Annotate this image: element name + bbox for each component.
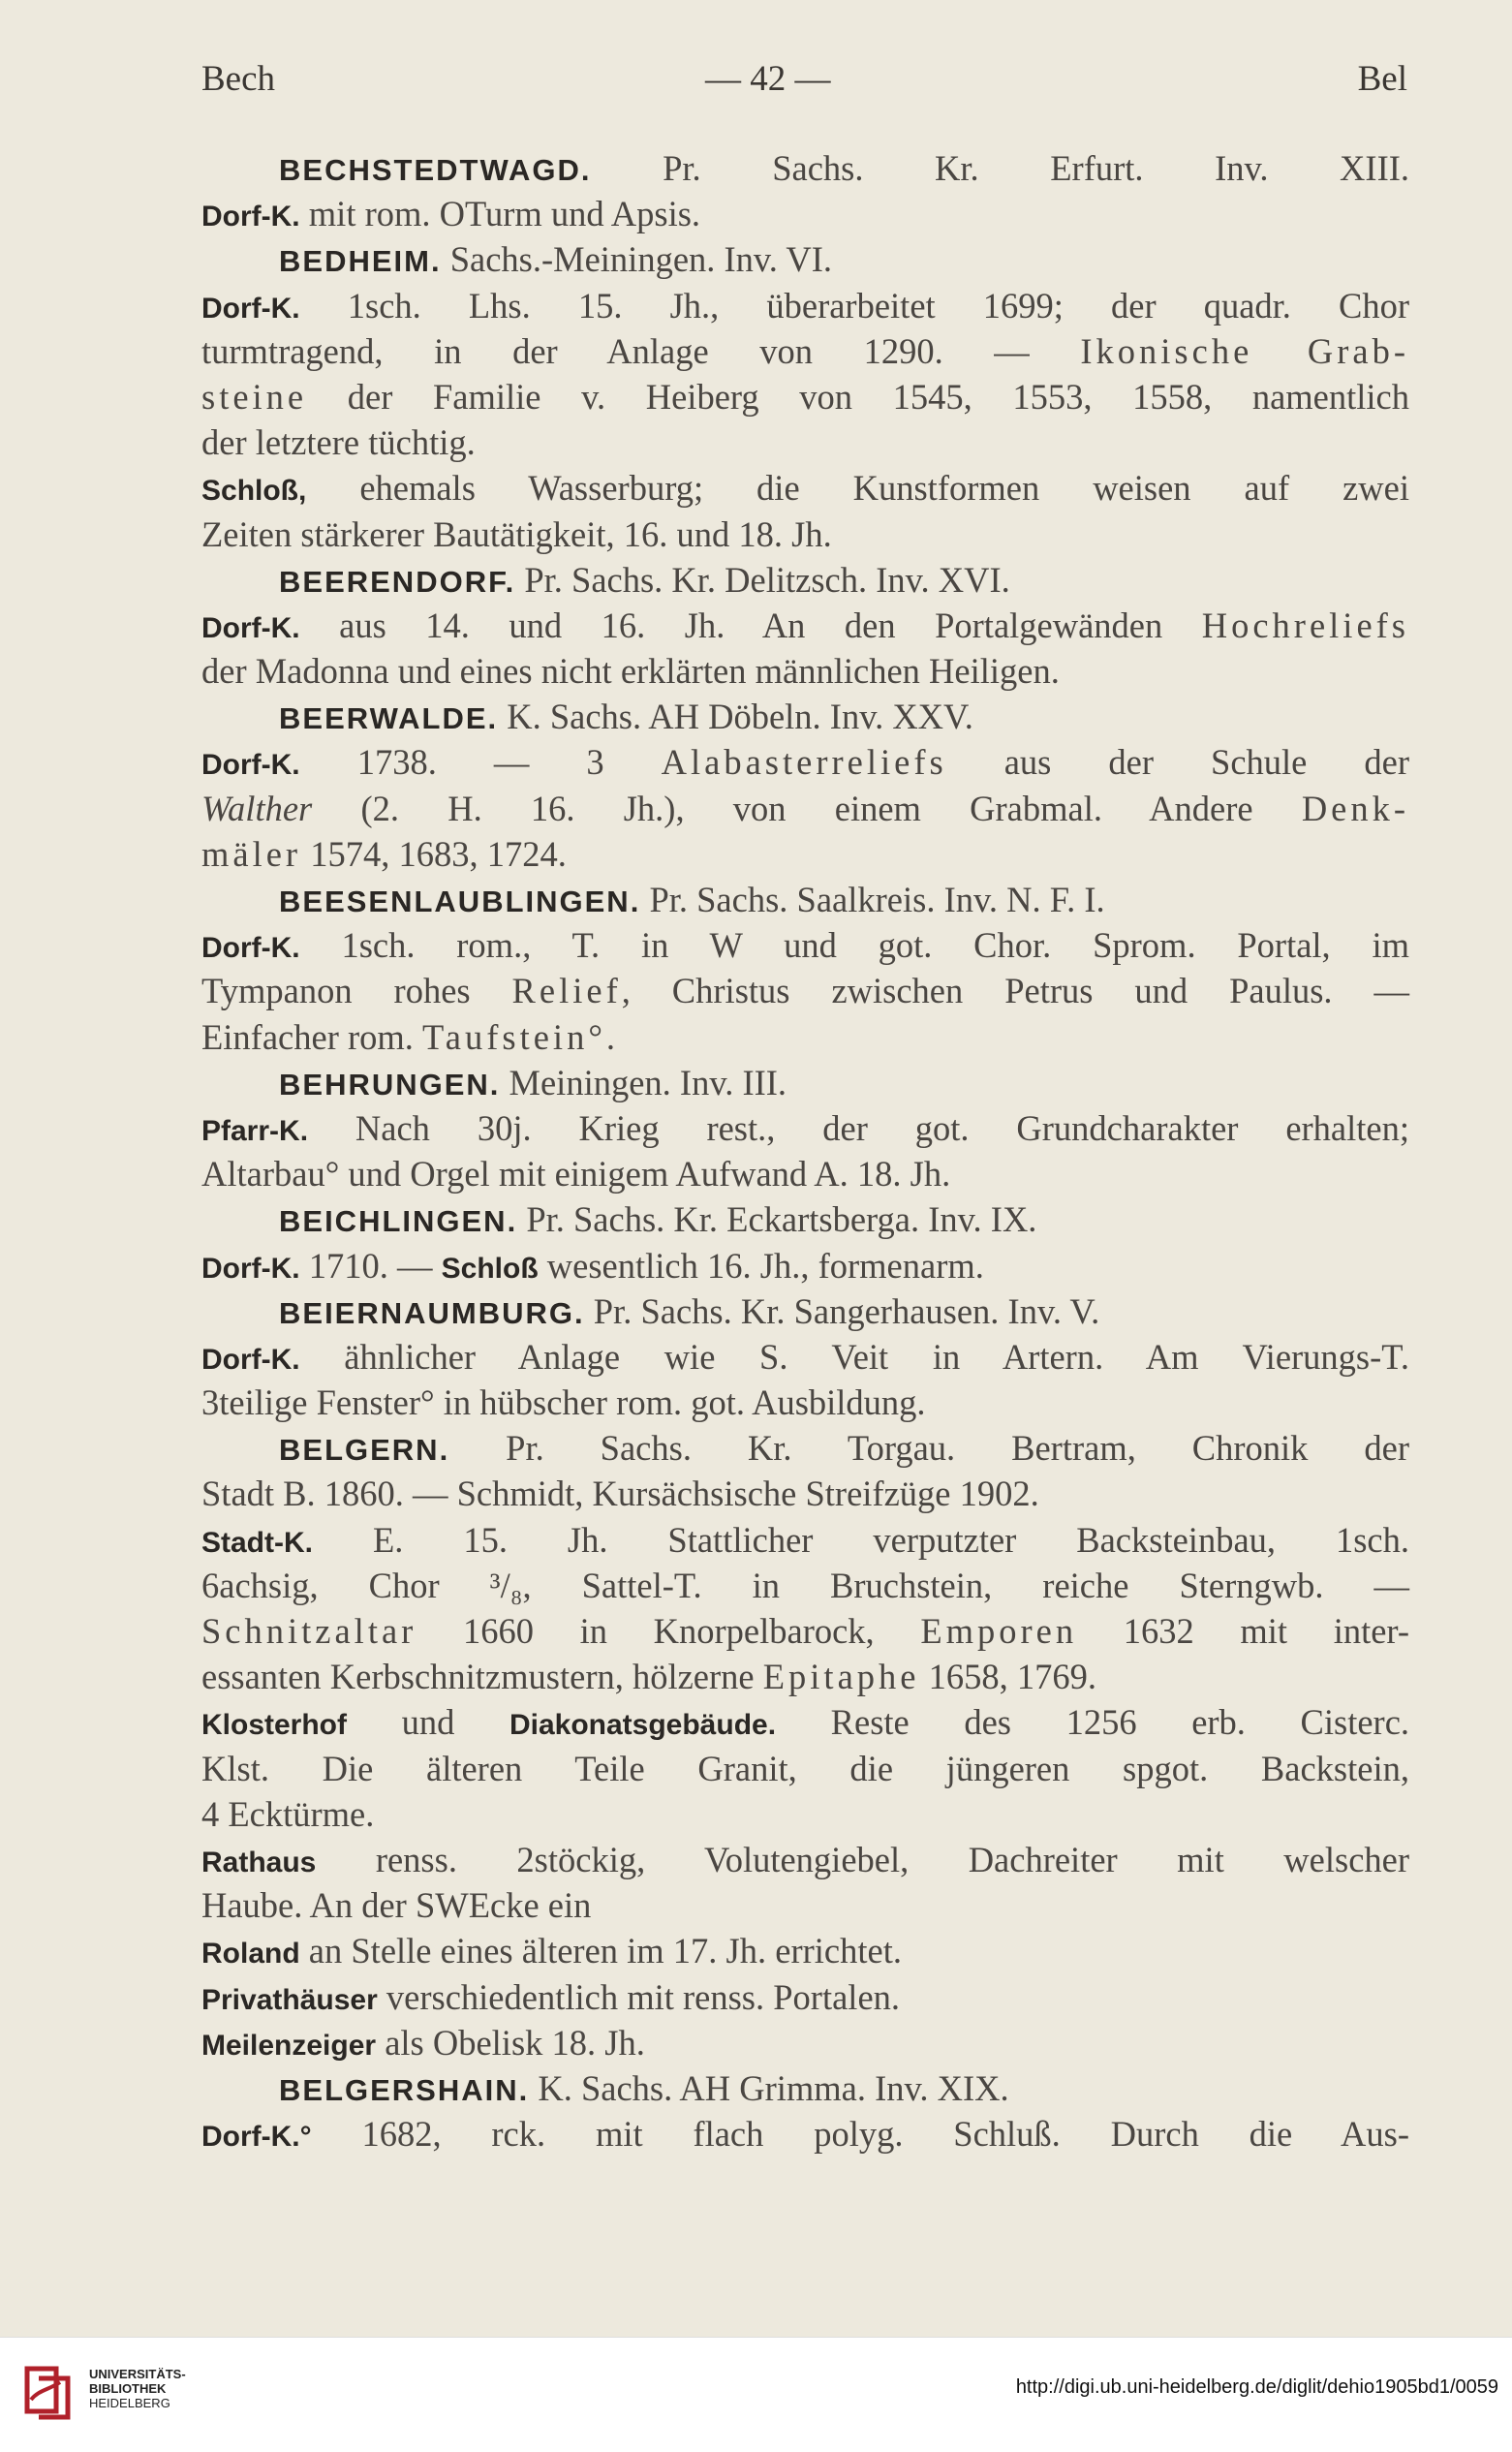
entry-label: Meilenzeiger <box>201 2029 377 2062</box>
place-name: BELGERSHAIN. <box>279 2072 530 2107</box>
text-line <box>201 374 1409 419</box>
line-text: 1sch. Lhs. 15. Jh., überarbeitet 1699; der quadr. Chor <box>347 285 1410 326</box>
line-text: K. Sachs. AH Döbeln. Inv. XXV. <box>507 697 973 737</box>
spaced-text: Denk- <box>1301 788 1410 828</box>
entry-label: Pfarr-K. <box>201 1114 309 1147</box>
text-line <box>201 328 1409 374</box>
place-name: BEIERNAUMBURG. <box>279 1295 585 1330</box>
entry-label: Dorf-K.° <box>201 2121 312 2154</box>
line-text: 1738. — 3 <box>356 742 604 783</box>
line-text: (2. H. 16. Jh.), von einem Grabmal. Andere <box>360 788 1253 828</box>
library-logo-icon <box>17 2361 77 2421</box>
text-line <box>201 465 1409 511</box>
text-line <box>201 694 1409 739</box>
italic-name: Walther <box>201 788 313 828</box>
spaced-text: mäler <box>201 833 302 874</box>
entry-label: Roland <box>201 1938 300 1971</box>
text-line <box>201 1517 1409 1563</box>
spaced-text: Hochreliefs <box>1201 605 1410 645</box>
line-text: Meiningen. Inv. III. <box>509 1062 787 1102</box>
line-text: Pr. Sachs. Saalkreis. Inv. N. F. I. <box>649 880 1105 919</box>
text-line <box>201 1563 1409 1608</box>
place-name: BEESENLAUBLINGEN. <box>279 885 641 918</box>
line-text: K. Sachs. AH Grimma. Inv. XIX. <box>538 2067 1009 2108</box>
line-text: 1710. — <box>308 1245 433 1286</box>
library-name-line: BIBLIOTHEK <box>89 2381 167 2396</box>
spaced-text: steine <box>201 376 308 417</box>
line-text: Klst. Die älteren Teile Granit, die jüngeren spgot. Backstein, <box>201 1748 1409 1788</box>
text-line <box>201 877 1409 922</box>
text-line <box>201 1151 1409 1196</box>
spaced-text: Schnitzaltar <box>201 1611 417 1651</box>
source-url-link[interactable]: http://digi.ub.uni-heidelberg.de/diglit/dehio1905bd1/0059 <box>1015 2376 1498 2398</box>
line-text: verschiedentlich mit renss. Portalen. <box>386 1976 901 2017</box>
entry-label: Dorf-K. <box>201 201 300 233</box>
text-line <box>201 648 1409 694</box>
line-text: Pr. Sachs. Kr. Eckartsberga. Inv. IX. <box>526 1199 1037 1240</box>
entry-label: Klosterhof <box>201 1709 347 1742</box>
line-text: Zeiten stärkerer Bautätigkeit, 16. und 18. Jh. <box>201 513 832 554</box>
text-line <box>201 968 1409 1013</box>
entry-label: Dorf-K. <box>201 611 300 644</box>
place-name: BEERENDORF. <box>279 564 516 599</box>
line-text: wesentlich 16. Jh., formenarm. <box>546 1245 984 1286</box>
place-name: BEHRUNGEN. <box>279 1067 501 1102</box>
spaced-text: Alabasterreliefs <box>661 742 947 783</box>
place-name: BEICHLINGEN. <box>279 1204 518 1239</box>
line-text: der Familie v. Heiberg von 1545, 1553, 1558, namentlich <box>347 376 1410 417</box>
text-line <box>201 2065 1409 2111</box>
line-text: aus der Schule der <box>1003 742 1410 783</box>
line-text: Stadt B. 1860. — Schmidt, Kursächsische Streifzüge 1902. <box>201 1474 1039 1514</box>
text-line <box>201 145 1409 191</box>
text-line <box>201 236 1409 282</box>
entry-label: Schloß, <box>201 475 307 508</box>
text-line <box>201 557 1409 603</box>
line-text: 1658, 1769. <box>928 1657 1096 1697</box>
line-text: 3teilige Fenster° in hübscher rom. got. Ausbildung. <box>201 1382 926 1423</box>
entry-label: Dorf-K. <box>201 932 300 965</box>
line-text: essanten Kerbschnitzmustern, hölzerne <box>201 1657 755 1697</box>
viewer-footer <box>0 2337 1512 2452</box>
entry-label: Rathaus <box>201 1846 317 1878</box>
text-line <box>201 1608 1409 1654</box>
text-line <box>201 419 1409 465</box>
line-text: Sachs.-Meiningen. Inv. VI. <box>449 239 833 280</box>
text-line <box>201 1014 1409 1060</box>
line-text: 1632 mit inter- <box>1123 1611 1410 1651</box>
spaced-text: Relief <box>511 971 622 1011</box>
entry-label: Diakonatsgebäude. <box>509 1709 777 1742</box>
text-line <box>201 739 1409 785</box>
place-name: BELGERN. <box>279 1433 450 1468</box>
entry-label: Dorf-K. <box>201 292 300 325</box>
text-line <box>201 512 1409 557</box>
text-line <box>201 1746 1409 1791</box>
body-text <box>201 145 1409 2157</box>
text-line <box>201 603 1409 648</box>
text-line <box>201 922 1409 968</box>
text-line <box>201 191 1409 236</box>
text-line <box>201 1699 1409 1745</box>
line-text: 4 Ecktürme. <box>201 1793 375 1834</box>
running-head <box>201 58 1407 107</box>
line-text: Haube. An der SWEcke ein <box>201 1885 592 1926</box>
entry-label: Privathäuser <box>201 1983 378 2016</box>
text-line <box>201 1974 1409 2020</box>
line-text: und <box>401 1702 455 1743</box>
line-text: renss. 2stöckig, Volutengiebel, Dachreiter mit welscher <box>375 1839 1410 1879</box>
line-text: Pr. Sachs. Kr. Erfurt. Inv. XIII. <box>663 148 1410 188</box>
entry-label: Dorf-K. <box>201 749 300 782</box>
library-name-line: UNIVERSITÄTS- <box>89 2367 186 2381</box>
spaced-text: Ikonische Grab- <box>1080 330 1409 371</box>
place-name: BECHSTEDTWAGD. <box>279 153 592 187</box>
line-text: Altarbau° und Orgel mit einigem Aufwand A. 18. Jh. <box>201 1154 951 1195</box>
line-text: aus 14. und 16. Jh. An den Portalgewänden <box>339 605 1163 645</box>
entry-label: Dorf-K. <box>201 1252 300 1285</box>
line-text: 6achsig, Chor ³/₈, Sattel-T. in Bruchstein, reiche Sterngwb. — <box>201 1565 1409 1605</box>
line-text: 1sch. rom., T. in W und got. Chor. Sprom. Portal, im <box>341 925 1409 966</box>
line-text: Pr. Sachs. Kr. Delitzsch. Inv. XVI. <box>524 559 1010 600</box>
entry-label: Schloß <box>441 1252 539 1285</box>
text-line <box>201 1243 1409 1288</box>
running-head-left: Bech <box>201 59 276 99</box>
text-line <box>201 2020 1409 2065</box>
line-text: der Madonna und eines nicht erklärten männlichen Heiligen. <box>201 651 1060 692</box>
spaced-text: Taufstein°. <box>422 1016 620 1057</box>
line-text: der letztere tüchtig. <box>201 422 476 463</box>
line-text: Einfacher rom. <box>201 1016 414 1057</box>
library-name-line: HEIDELBERG <box>89 2396 170 2410</box>
text-line <box>201 831 1409 877</box>
line-text: 1682, rck. mit flach polyg. Schluß. Durch die Aus- <box>361 2114 1409 2155</box>
line-text: Nach 30j. Krieg rest., der got. Grundcharakter erhalten; <box>355 1107 1409 1148</box>
line-text: E. 15. Jh. Stattlicher verputzter Backsteinbau, 1sch. <box>372 1519 1409 1560</box>
line-text: , Christus zwischen Petrus und Paulus. — <box>621 971 1409 1011</box>
spaced-text: Epitaphe <box>762 1657 920 1697</box>
line-text: Pr. Sachs. Kr. Sangerhausen. Inv. V. <box>593 1290 1100 1331</box>
line-text: als Obelisk 18. Jh. <box>385 2022 645 2063</box>
line-text: turmtragend, in der Anlage von 1290. — <box>201 330 1030 371</box>
page-number: — 42 — <box>705 59 831 99</box>
entry-label: Dorf-K. <box>201 1343 300 1376</box>
text-line <box>201 1105 1409 1151</box>
place-name: BEDHEIM. <box>279 244 442 279</box>
entry-label: Stadt-K. <box>201 1526 313 1559</box>
text-line <box>201 2111 1409 2157</box>
text-line <box>201 1196 1409 1242</box>
text-line <box>201 283 1409 328</box>
text-line <box>201 1380 1409 1425</box>
line-text: ähnlicher Anlage wie S. Veit in Artern. Am Vierungs-T. <box>344 1336 1409 1377</box>
line-text: Reste des 1256 erb. Cisterc. <box>830 1702 1410 1743</box>
text-line <box>201 1928 1409 1973</box>
running-head-right: Bel <box>1357 59 1407 99</box>
place-name: BEERWALDE. <box>279 701 499 736</box>
line-text: Tympanon rohes <box>201 971 471 1011</box>
text-line <box>201 786 1409 831</box>
line-text: 1660 in Knorpelbarock, <box>462 1611 875 1651</box>
text-line <box>201 1791 1409 1837</box>
text-line <box>201 1882 1409 1928</box>
text-line <box>201 1334 1409 1380</box>
line-text: ehemals Wasserburg; die Kunstformen weisen auf zwei <box>359 468 1409 509</box>
spaced-text: Emporen <box>920 1611 1078 1651</box>
library-name <box>89 2367 186 2410</box>
text-line <box>201 1288 1409 1334</box>
line-text: Pr. Sachs. Kr. Torgau. Bertram, Chronik der <box>506 1428 1410 1469</box>
text-line <box>201 1654 1409 1699</box>
text-line <box>201 1060 1409 1105</box>
text-line <box>201 1471 1409 1516</box>
line-text: an Stelle eines älteren im 17. Jh. errichtet. <box>308 1931 902 1971</box>
line-text: 1574, 1683, 1724. <box>310 833 567 874</box>
text-line <box>201 1425 1409 1471</box>
line-text: mit rom. OTurm und Apsis. <box>308 194 701 234</box>
text-line <box>201 1837 1409 1882</box>
